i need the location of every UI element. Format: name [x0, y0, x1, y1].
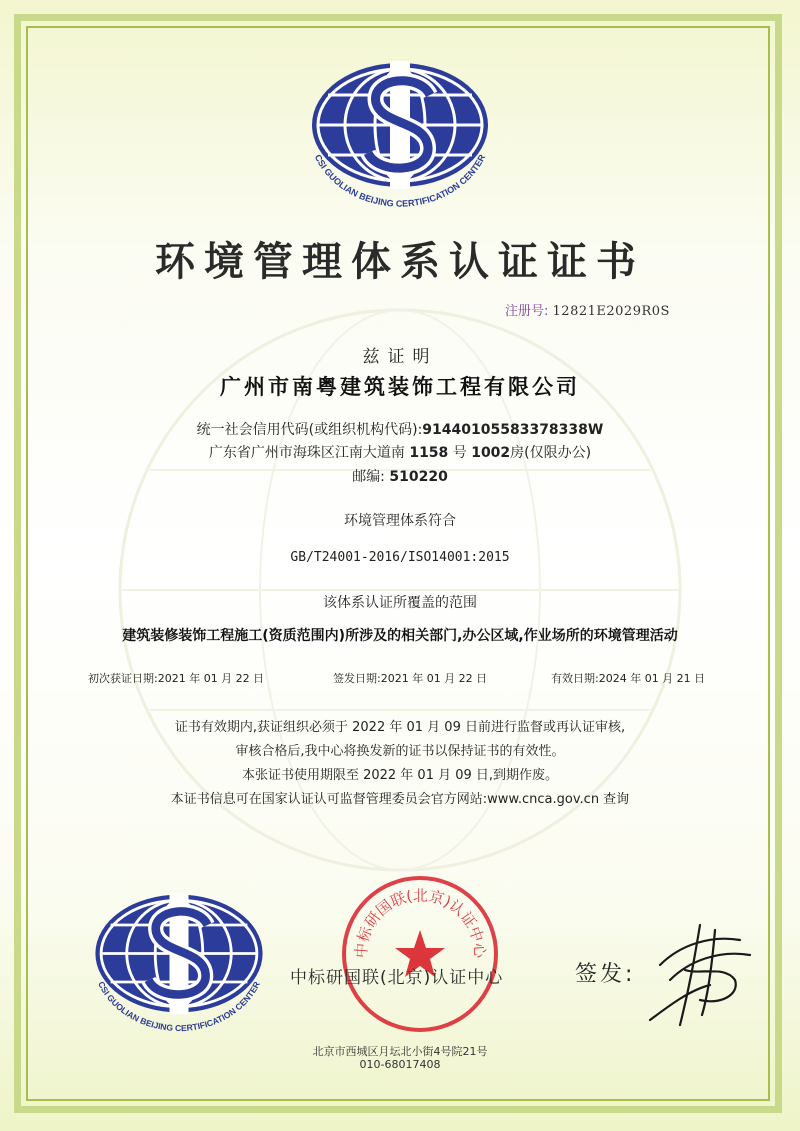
postcode-label: 邮编:	[352, 469, 385, 485]
address	[40, 442, 760, 462]
hereby-text: 兹证明	[362, 347, 438, 367]
standard-code: GB/T24001-2016/ISO14001:2015	[290, 550, 510, 565]
certification-center-name: 中标研国联(北京)认证中心	[290, 968, 504, 988]
registration-label: 注册号:	[505, 304, 549, 319]
address-middle: 号	[452, 445, 467, 461]
csi-logo-icon	[84, 883, 274, 1043]
registration-number	[505, 300, 670, 319]
scope-text: 建筑装修装饰工程施工(资质范围内)所涉及的相关部门,办公区域,作业场所的环境管理活动	[122, 628, 678, 644]
csi-logo-icon	[300, 55, 500, 215]
postcode-value: 510220	[389, 469, 448, 485]
address-number-1: 1158	[409, 445, 449, 461]
footer-phone: 010-68017408	[359, 1058, 441, 1071]
credit-code-value: 91440105583378338W	[422, 422, 604, 438]
address-number-2: 1002	[471, 445, 511, 461]
certificate-title: 环境管理体系认证证书	[155, 238, 645, 285]
first-issue-date: 初次获证日期:2021 年 01 月 22 日	[88, 672, 265, 685]
address-prefix: 广东省广州市海珠区江南大道南	[208, 445, 405, 461]
signature-label: 签发:	[575, 962, 636, 987]
registration-value: 12821E2029R0S	[552, 304, 670, 319]
issue-date: 签发日期:2021 年 01 月 22 日	[333, 672, 488, 685]
svg-text:CSI GUOLIAN BEIJING CERTIFICAT: CSI GUOLIAN BEIJING CERTIFICATION CENTER	[312, 152, 488, 209]
valid-until-date: 有效日期:2024 年 01 月 21 日	[551, 672, 706, 685]
validity-note-3: 本张证书使用期限至 2022 年 01 月 09 日,到期作废。	[241, 768, 559, 783]
credit-code	[40, 419, 760, 439]
svg-text:中标研国联(北京)认证中心: 中标研国联(北京)认证中心	[352, 886, 489, 959]
address-suffix: 房(仅限办公)	[510, 445, 592, 461]
svg-text:CSI GUOLIAN BEIJING CERTIFICAT: CSI GUOLIAN BEIJING CERTIFICATION CENTER	[96, 979, 262, 1034]
scope-heading: 该体系认证所覆盖的范围	[323, 595, 477, 611]
company-name: 广州市南粤建筑装饰工程有限公司	[220, 375, 580, 399]
validity-note-4: 本证书信息可在国家认证认可监督管理委员会官方网站:www.cnca.gov.cn 查询	[170, 792, 630, 807]
validity-note-2: 审核合格后,我中心将换发新的证书以保持证书的有效性。	[235, 744, 565, 759]
official-seal-icon	[338, 872, 503, 1037]
signature-icon	[640, 905, 760, 1035]
conform-text: 环境管理体系符合	[344, 513, 456, 529]
footer-address: 北京市西城区月坛北小街4号院21号	[312, 1045, 488, 1058]
postcode	[40, 466, 760, 486]
credit-code-label: 统一社会信用代码(或组织机构代码):	[196, 422, 423, 438]
validity-note-1: 证书有效期内,获证组织必须于 2022 年 01 月 09 日前进行监督或再认证审核,	[174, 720, 626, 735]
